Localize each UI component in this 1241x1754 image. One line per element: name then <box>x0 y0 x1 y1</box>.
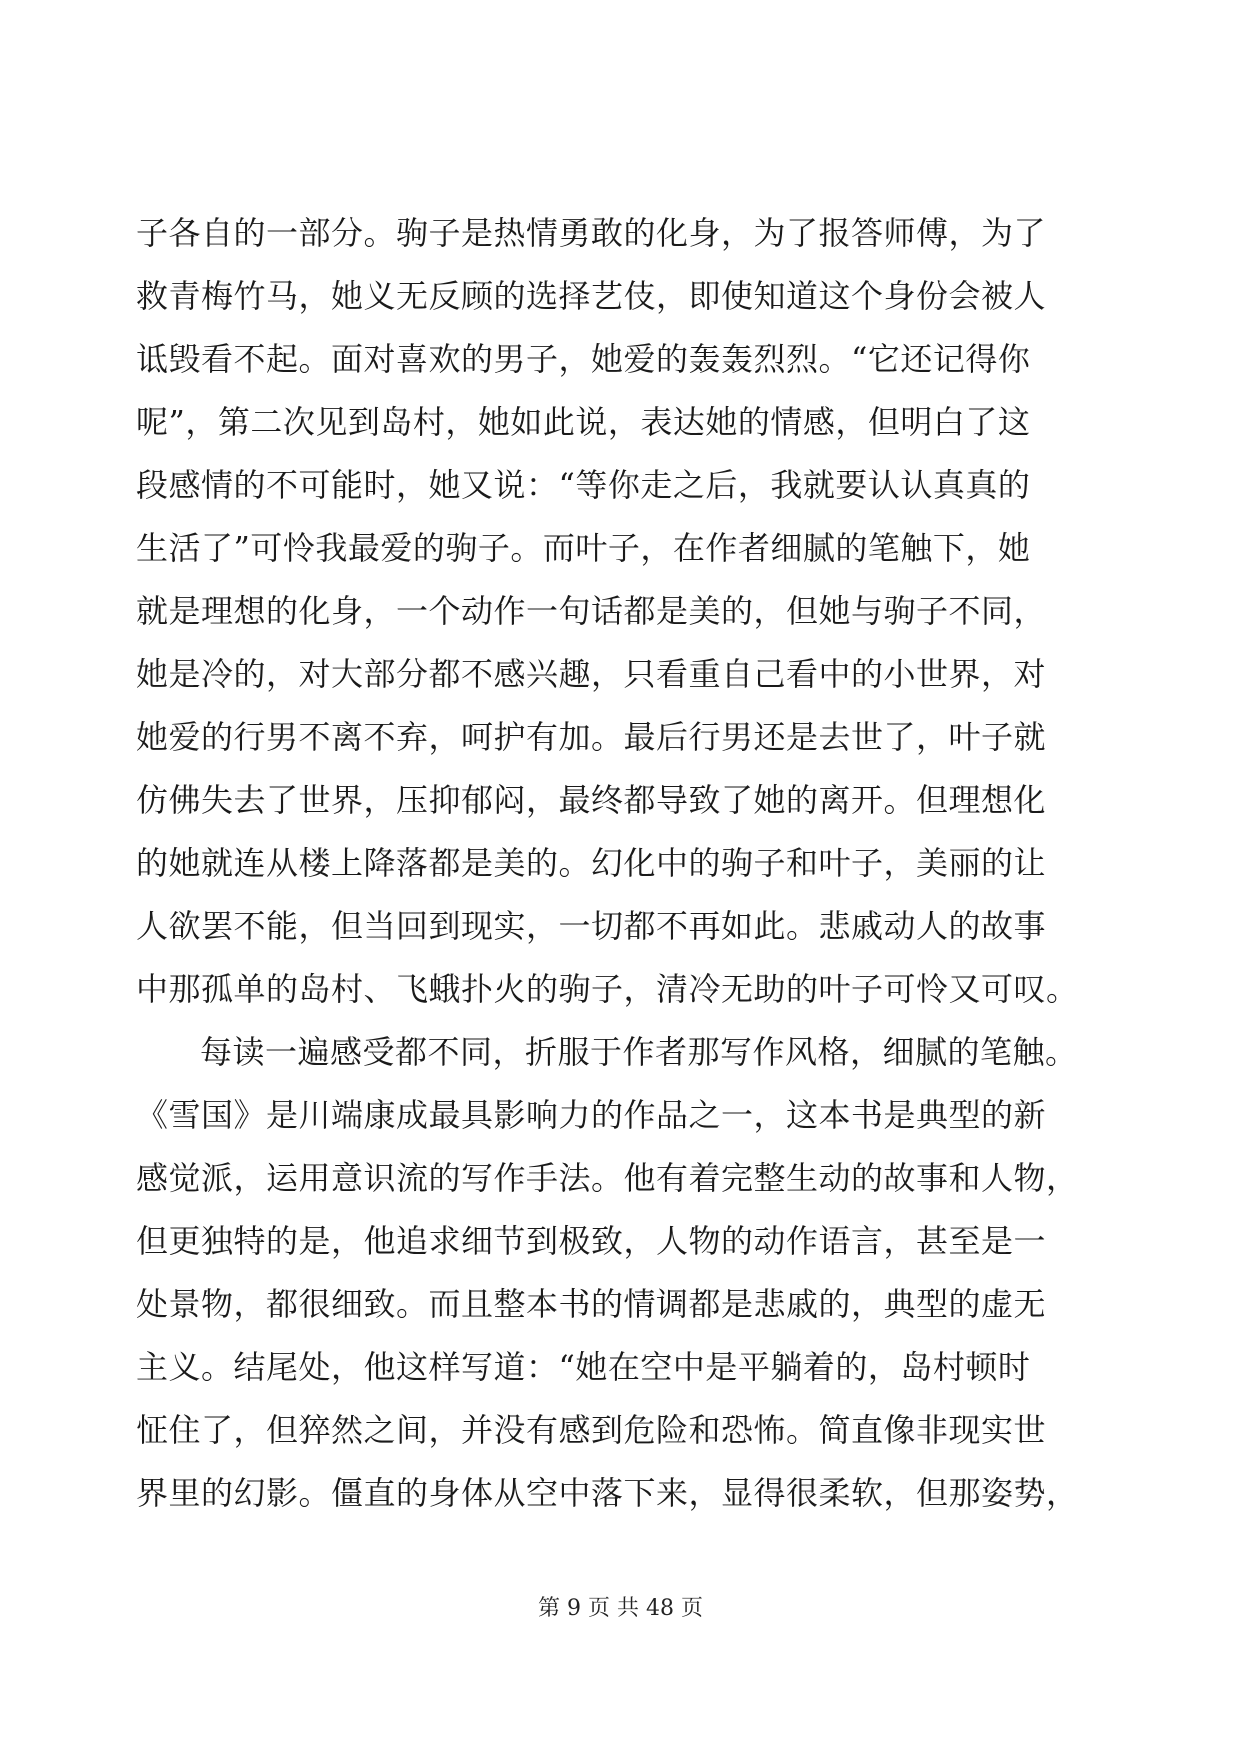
text-line: 主义。结尾处，他这样写道：“她在空中是平躺着的，岛村顿时 <box>136 1348 1031 1386</box>
text-line: 她是冷的，对大部分都不感兴趣，只看重自己看中的小世界，对 <box>136 655 1047 693</box>
text-line: 救青梅竹马，她义无反顾的选择艺伎，即使知道这个身份会被人 <box>136 277 1047 315</box>
text-line: 呢”，第二次见到岛村，她如此说，表达她的情感，但明白了这 <box>136 403 1031 441</box>
text-line: 生活了”可怜我最爱的驹子。而叶子，在作者细腻的笔触下，她 <box>136 529 1031 567</box>
text-line: 怔住了，但猝然之间，并没有感到危险和恐怖。简直像非现实世 <box>136 1411 1047 1449</box>
text-line: 她爱的行男不离不弃，呵护有加。最后行男还是去世了，叶子就 <box>136 718 1047 756</box>
page-number-footer: 第 9 页 共 48 页 <box>538 1596 703 1621</box>
text-line: 处景物，都很细致。而且整本书的情调都是悲戚的，典型的虚无 <box>136 1285 1047 1323</box>
text-line: 人欲罢不能，但当回到现实，一切都不再如此。悲戚动人的故事 <box>136 907 1047 945</box>
text-line: 界里的幻影。僵直的身体从空中落下来，显得很柔软，但那姿势， <box>136 1474 1079 1512</box>
text-line: 子各自的一部分。驹子是热情勇敢的化身，为了报答师傅，为了 <box>136 214 1047 252</box>
text-line: 但更独特的是，他追求细节到极致，人物的动作语言，甚至是一 <box>136 1222 1047 1260</box>
text-line: 的她就连从楼上降落都是美的。幻化中的驹子和叶子，美丽的让 <box>136 844 1047 882</box>
text-line: 中那孤单的岛村、飞蛾扑火的驹子，清冷无助的叶子可怜又可叹。 <box>136 970 1079 1008</box>
paragraph-1 <box>136 202 1106 1021</box>
text-line: 就是理想的化身，一个动作一句话都是美的，但她与驹子不同， <box>136 592 1047 630</box>
text-line: 《雪国》是川端康成最具影响力的作品之一，这本书是典型的新 <box>136 1096 1047 1134</box>
text-line-indented: 每读一遍感受都不同，折服于作者那写作风格，细腻的笔触。 <box>200 1033 1078 1071</box>
text-line: 诋毁看不起。面对喜欢的男子，她爱的轰轰烈烈。“它还记得你 <box>136 340 1031 378</box>
text-line: 段感情的不可能时，她又说：“等你走之后，我就要认认真真的 <box>136 466 1031 504</box>
text-line: 感觉派，运用意识流的写作手法。他有着完整生动的故事和人物， <box>136 1159 1079 1197</box>
paragraph-2 <box>136 1021 1106 1525</box>
body-text <box>136 202 1106 1525</box>
text-line: 仿佛失去了世界，压抑郁闷，最终都导致了她的离开。但理想化 <box>136 781 1047 819</box>
